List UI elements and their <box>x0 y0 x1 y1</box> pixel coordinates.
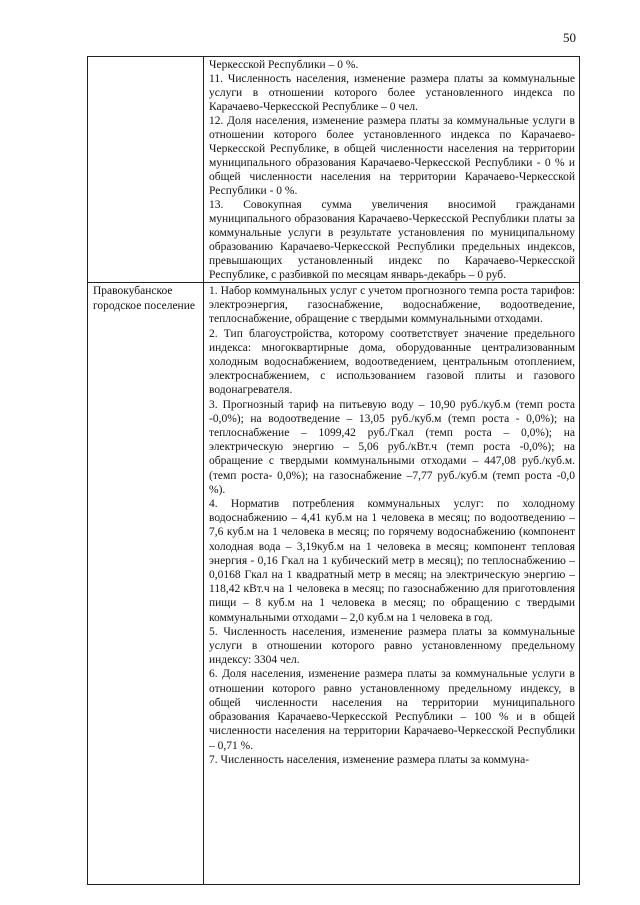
table-row <box>88 57 580 283</box>
table-row <box>88 283 580 885</box>
indicator-paragraph: 5. Численность населения, изменение размера платы за коммунальные услуги в отношении которого равно установленному предельному индексу: 3304 чел. <box>209 625 575 667</box>
document-table <box>87 56 580 885</box>
indicators-cell <box>204 283 580 885</box>
indicator-paragraph: 12. Доля населения, изменение размера платы за коммунальные услуги в отношении которого более установленного индекса по Карачаево-Черкесской Республике, в общей численности населения на территории муниципального образования Карачаево-Черкесской Республики - 0 % и общей численности населения на территории Карачаево-Черкесской Республики - 0 %. <box>209 115 575 197</box>
indicator-paragraph: 7. Численность населения, изменение размера платы за коммуна- <box>209 753 530 766</box>
indicator-paragraph: 2. Тип благоустройства, которому соответствует значение предельного индекса: многоквартирные дома, оборудованные централизованным холодным водоснабжением, водоотведением, центральным отоплением, электроснабжением, с использованием газовой плиты и газового водонагревателя. <box>209 327 575 397</box>
indicator-paragraph: 1. Набор коммунальных услуг с учетом прогнозного темпа роста тарифов: электроэнергия, газоснабжение, водоснабжение, водоотведение, теплоснабжение, обращение с твердыми коммунальными отходами. <box>209 285 575 326</box>
page-number: 50 <box>563 30 576 45</box>
indicators-cell <box>204 57 580 283</box>
indicator-paragraph: 4. Норматив потребления коммунальных услуг: по холодному водоснабжению – 4,41 куб.м на 1 человека в месяц; по водоотведению – 7,6 куб.м на 1 человека в месяц; по горячему водоснабжению (компонент холодная вода – 3,19куб.м на 1 человека в месяц; компонент тепловая энергия - 0,16 Гкал на 1 кубический метр в месяц); по теплоснабжению – 0,0168 Гкал на 1 квадратный метр в месяц; на электрическую энергию – 118,42 кВт.ч на 1 человека в месяц; по газоснабжению для приготовления пищи – 8 куб.м на 1 человека в месяц; по обращению с твердыми коммунальными отходами – 2,0 куб.м на 1 человека в год. <box>209 498 575 624</box>
region-cell: Правокубанское городское поселение <box>88 283 204 885</box>
indicator-paragraph: 3. Прогнозный тариф на питьевую воду – 10,90 руб./куб.м (темп роста -0,0%); на водоотведение – 13,05 руб./куб.м (темп роста - 0,0%); на теплоснабжение – 1099,42 руб./Гкал (темп роста – 0,0%); на электрическую энергию – 5,06 руб./кВт.ч (темп роста -0,0%); на обращение с твердыми коммунальными отходами – 447,08 руб./куб.м. (темп роста- 0,0%); на газоснабжение –7,77 руб./куб.м (темп роста -0,0 %). <box>209 398 575 496</box>
indicator-paragraph: 13. Совокупная сумма увеличения вносимой гражданами муниципального образования Карачаево-Черкесской Республики платы за коммунальные услуги в результате установления по муниципальному образованию Карачаево-Черкесской Республики предельных индексов, превышающих установленный индекс по Карачаево-Черкесской Республике, с разбивкой по месяцам январь-декабрь – 0 руб. <box>209 199 575 281</box>
indicator-paragraph: Черкесской Республики – 0 %. <box>209 59 359 71</box>
region-cell <box>88 57 204 283</box>
indicator-paragraph: 6. Доля населения, изменение размера платы за коммунальные услуги в отношении которого равно установленному предельному индексу, в общей численности населения на территории муниципального образования Карачаево-Черкесской Республики – 100 % и в общей численности населения на территории Карачаево-Черкесской Республики – 0,71 %. <box>209 668 575 752</box>
indicator-paragraph: 11. Численность населения, изменение размера платы за коммунальные услуги в отношении которого более установленного индекса по Карачаево-Черкесской Республике – 0 чел. <box>209 73 575 113</box>
